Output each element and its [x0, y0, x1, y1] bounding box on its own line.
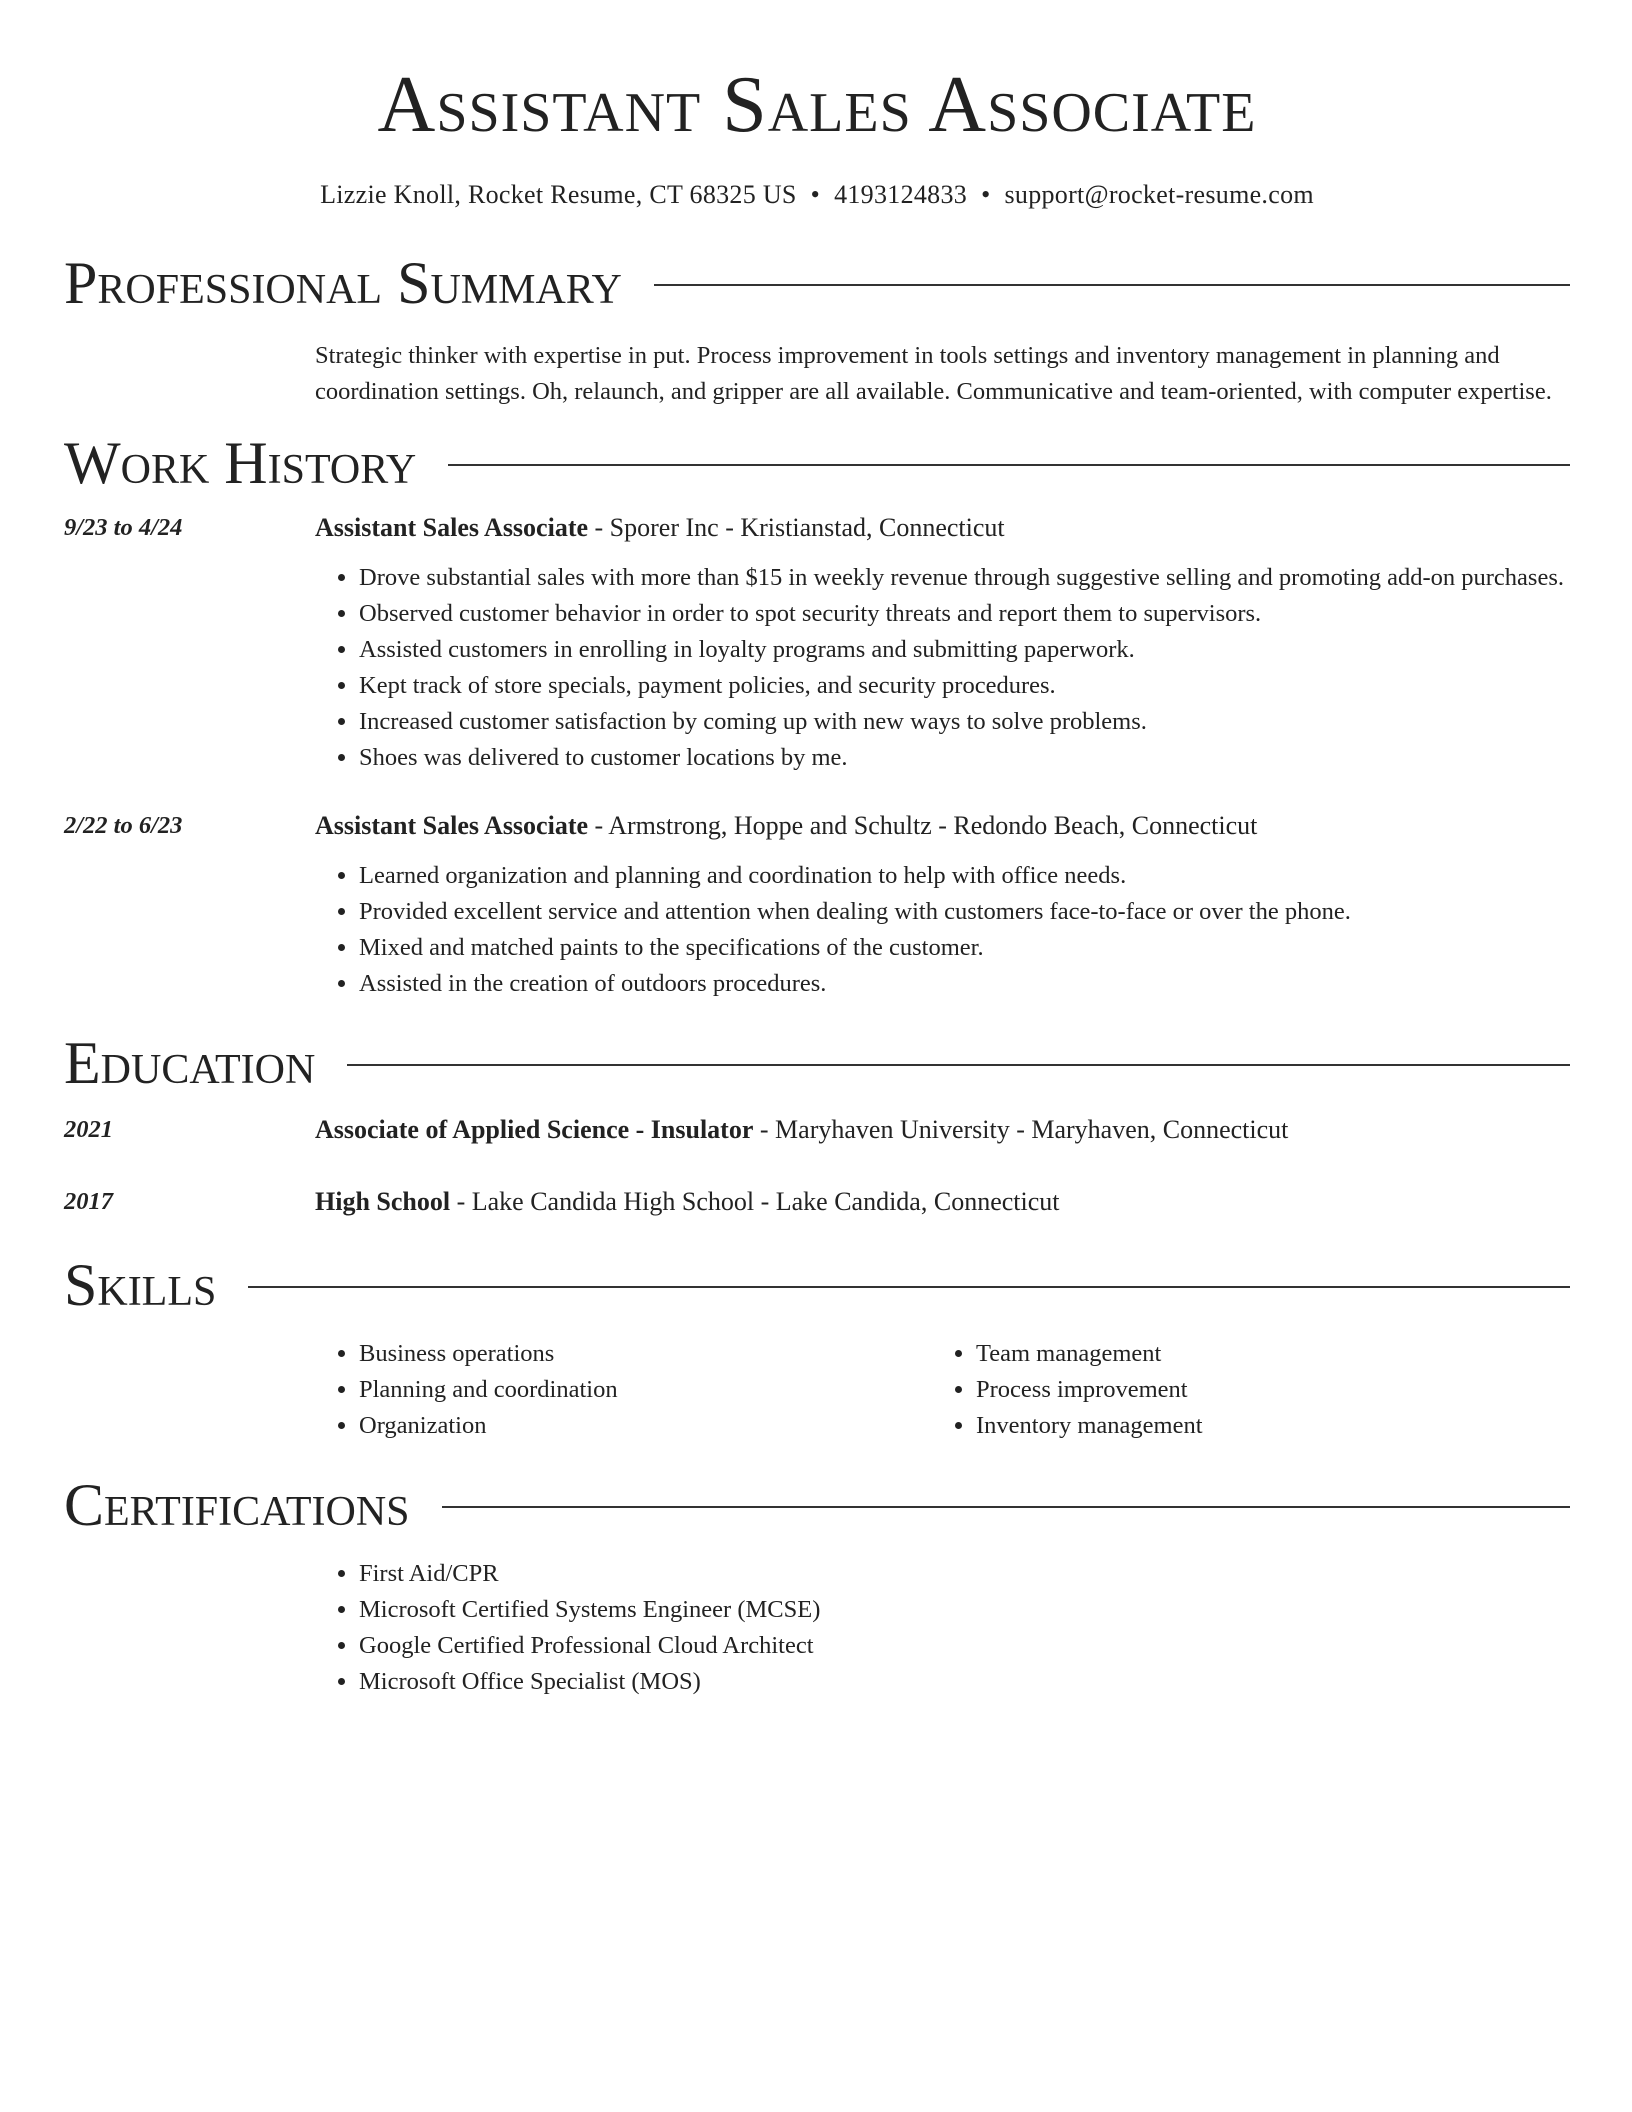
section-divider: [347, 1064, 1570, 1066]
job-entry: [64, 510, 1570, 776]
education-heading: [315, 1112, 1288, 1148]
list-item: • Increased customer satisfaction by coming up with new ways to solve problems.: [359, 704, 1570, 740]
education-year: 2017: [64, 1188, 113, 1215]
section-title-summary: Professional Summary: [64, 250, 622, 316]
resume-title: Assistant Sales Associate: [377, 61, 1257, 149]
list-item: • Assisted customers in enrolling in loyalty programs and submitting paperwork.: [359, 632, 1570, 668]
summary-text: Strategic thinker with expertise in put. Process improvement in tools settings and inventory management in planning and coordination settings. Oh, relaunch, and gripper are all available. Communicative and team-oriented, with computer expertise.: [315, 342, 1552, 405]
certification-item: • Microsoft Office Specialist (MOS): [359, 1664, 1570, 1700]
certification-item: • Microsoft Certified Systems Engineer (MCSE): [359, 1592, 1570, 1628]
section-title-skills: Skills: [64, 1252, 217, 1318]
education-degree: High School: [315, 1187, 451, 1216]
section-certifications: [64, 1470, 1570, 1540]
skills-column-left: [315, 1336, 932, 1444]
section-title-work: Work History: [64, 430, 417, 496]
list-item: • Observed customer behavior in order to spot security threats and report them to supervisors.: [359, 596, 1570, 632]
certification-item: • Google Certified Professional Cloud Architect: [359, 1628, 1570, 1664]
job-heading: [315, 808, 1257, 844]
section-divider: [448, 464, 1570, 466]
job-details: - Armstrong, Hoppe and Schultz - Redondo Beach, Connecticut: [588, 811, 1258, 840]
section-work-history: [64, 428, 1570, 498]
section-title-education: Education: [64, 1030, 316, 1096]
section-title-certifications: Certifications: [64, 1472, 410, 1538]
list-item: • Learned organization and planning and coordination to help with office needs.: [359, 858, 1570, 894]
job-details: - Sporer Inc - Kristianstad, Connecticut: [588, 513, 1005, 542]
list-item: • Mixed and matched paints to the specifications of the customer.: [359, 930, 1570, 966]
job-bullets: [315, 560, 1570, 776]
education-entry: [64, 1184, 1570, 1220]
contact-address: Lizzie Knoll, Rocket Resume, CT 68325 US: [320, 180, 797, 209]
education-degree: Associate of Applied Science - Insulator: [315, 1115, 754, 1144]
job-dates: 2/22 to 6/23: [64, 812, 183, 839]
education-details: - Lake Candida High School - Lake Candida, Connecticut: [450, 1187, 1060, 1216]
section-professional-summary: [64, 248, 1570, 318]
skills-list: [315, 1336, 1570, 1444]
list-item: • Kept track of store specials, payment policies, and security procedures.: [359, 668, 1570, 704]
list-item: • Shoes was delivered to customer locations by me.: [359, 740, 1570, 776]
education-year: 2021: [64, 1116, 113, 1143]
skill-item: • Planning and coordination: [359, 1372, 932, 1408]
education-entry: [64, 1112, 1570, 1148]
education-heading: [315, 1184, 1059, 1220]
list-item: • Provided excellent service and attention when dealing with customers face-to-face or over the phone.: [359, 894, 1570, 930]
contact-email[interactable]: support@rocket-resume.com: [1004, 180, 1314, 209]
skills-column-right: [932, 1336, 1549, 1444]
skill-item: • Process improvement: [976, 1372, 1549, 1408]
skill-item: • Business operations: [359, 1336, 932, 1372]
skill-item: • Team management: [976, 1336, 1549, 1372]
job-bullets: [315, 858, 1570, 1002]
contact-line: [64, 178, 1570, 212]
job-dates: 9/23 to 4/24: [64, 514, 183, 541]
job-entry: [64, 808, 1570, 1002]
contact-phone: 4193124833: [834, 180, 968, 209]
separator-dot: •: [981, 180, 991, 209]
resume-page: [64, 0, 1570, 1700]
education-details: - Maryhaven University - Maryhaven, Connecticut: [753, 1115, 1289, 1144]
section-education: [64, 1028, 1570, 1098]
certification-item: • First Aid/CPR: [359, 1556, 1570, 1592]
job-title: Assistant Sales Associate: [315, 811, 589, 840]
separator-dot: •: [810, 180, 821, 209]
job-heading: [315, 510, 1005, 546]
job-title: Assistant Sales Associate: [315, 513, 589, 542]
section-divider: [654, 284, 1570, 286]
section-skills: [64, 1250, 1570, 1320]
certifications-list: [315, 1556, 1570, 1700]
skill-item: • Inventory management: [976, 1408, 1549, 1444]
list-item: • Drove substantial sales with more than $15 in weekly revenue through suggestive selling and promoting add-on purchases.: [359, 560, 1570, 596]
section-divider: [248, 1286, 1570, 1288]
skill-item: • Organization: [359, 1408, 932, 1444]
section-divider: [442, 1506, 1570, 1508]
list-item: • Assisted in the creation of outdoors procedures.: [359, 966, 1570, 1002]
